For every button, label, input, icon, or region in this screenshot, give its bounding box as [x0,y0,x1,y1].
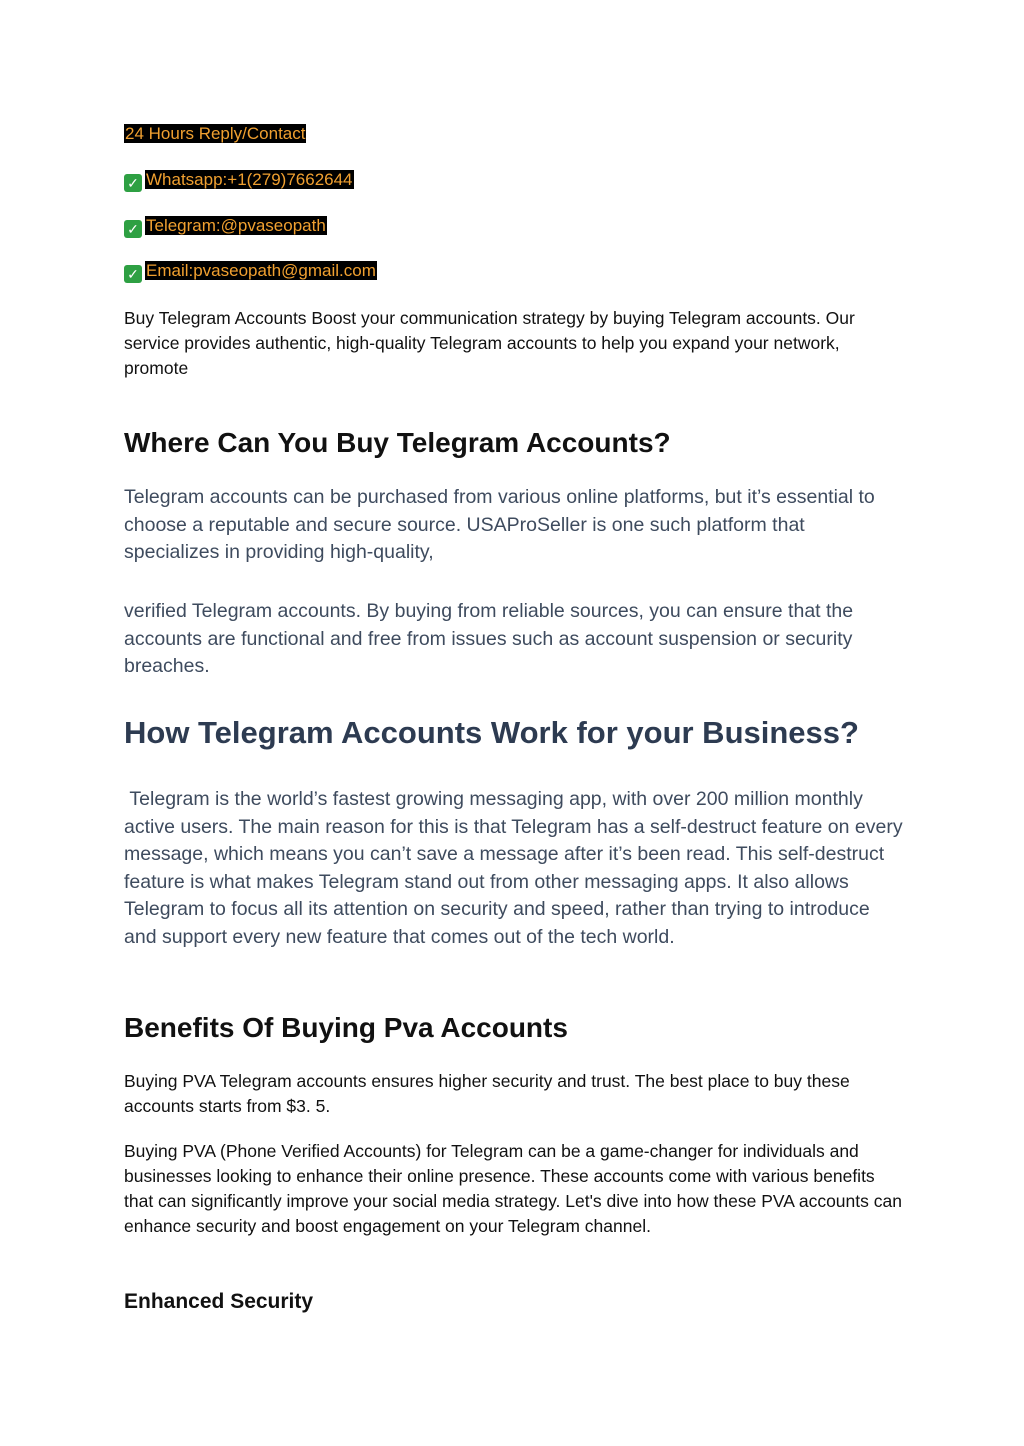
contact-hours-line [124,123,306,145]
check-mark-icon: ✓ [124,265,142,283]
check-mark-icon: ✓ [124,174,142,192]
check-mark-icon: ✓ [124,220,142,238]
subheading-enhanced-security: Enhanced Security [124,1290,314,1313]
intro-paragraph: Buy Telegram Accounts Boost your communication strategy by buying Telegram accounts. Our service provides authentic, high-quality Telegram accounts to help you expand your network, promote [124,308,855,378]
where-to-buy-paragraph-1: Telegram accounts can be purchased from various online platforms, but it’s essential to choose a reputable and secure source. USAProSeller is one such platform that specializes in providing high-quality, [124,486,875,563]
contact-whatsapp-line [124,169,354,192]
section-heading-how-it-works: How Telegram Accounts Work for your Business? [124,715,859,750]
contact-telegram-line [124,215,327,238]
benefits-paragraph-1: Buying PVA Telegram accounts ensures higher security and trust. The best place to buy these accounts starts from $3. 5. [124,1071,850,1116]
section-heading-where-to-buy: Where Can You Buy Telegram Accounts? [124,427,671,458]
where-to-buy-paragraph-2: verified Telegram accounts. By buying from reliable sources, you can ensure that the accounts are functional and free from issues such as account suspension or security breaches. [124,600,854,677]
contact-email-line [124,260,377,283]
contact-whatsapp-text[interactable]: Whatsapp:+1(279)7662644 [146,170,353,189]
contact-telegram-text[interactable]: Telegram:@pvaseopath [146,216,326,235]
contact-email-text[interactable]: Email:pvaseopath@gmail.com [146,261,376,280]
benefits-paragraph-2: Buying PVA (Phone Verified Accounts) for Telegram can be a game-changer for individuals and businesses looking to enhance their online presence. These accounts come with various benefits that can significantly improve your social media strategy. Let's dive into how these PVA accounts can enhance security and boost engagement on your Telegram channel. [124,1141,902,1236]
section-heading-benefits: Benefits Of Buying Pva Accounts [124,1012,568,1043]
how-it-works-paragraph: Telegram is the world’s fastest growing messaging app, with over 200 million monthly active users. The main reason for this is that Telegram has a self-destruct feature on every message, which means you can’t save a message after it’s been read. This self-destruct feature is what makes Telegram stand out from other messaging apps. It also allows Telegram to focus all its attention on security and speed, rather than trying to introduce and support every new feature that comes out of the tech world. [124,788,908,948]
contact-hours-text: 24 Hours Reply/Contact [125,124,306,143]
